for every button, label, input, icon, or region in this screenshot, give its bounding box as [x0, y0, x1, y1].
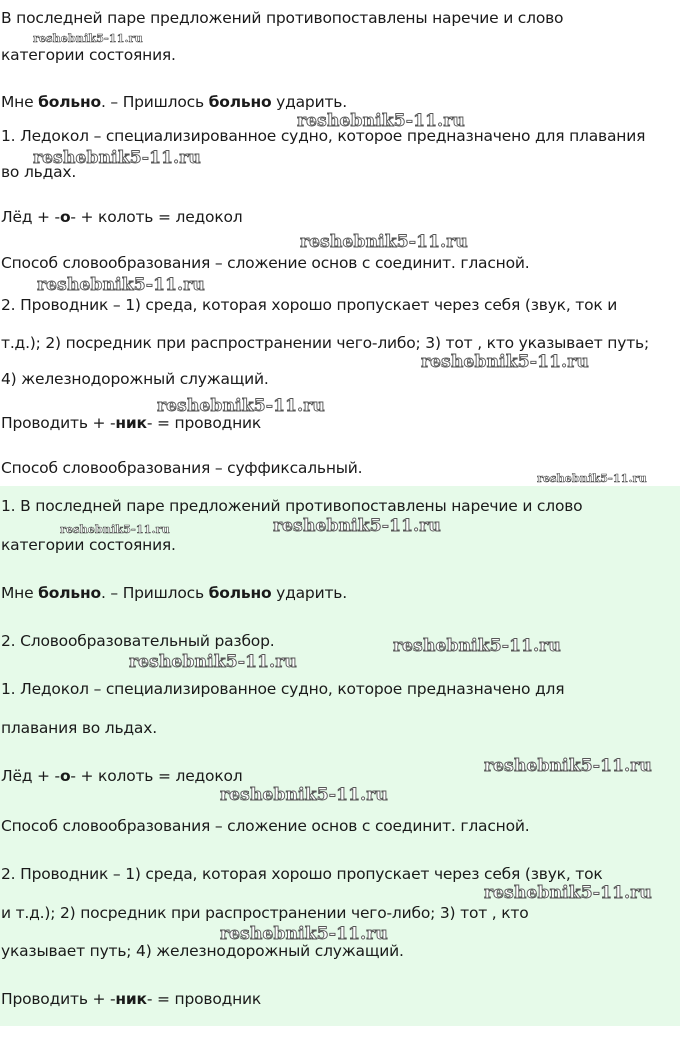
s1-provodnik-line1: 2. Проводник – 1) среда, которая хорошо пропускает через себя (звук, ток и [1, 296, 618, 314]
s2-ledokol-line1: 1. Ледокол – специализированное судно, которое предназначено для [1, 680, 565, 698]
watermark: reshebnik5-11.ru [300, 232, 468, 252]
s2-ledokol-line2: плавания во льдах. [1, 719, 157, 737]
watermark: reshebnik5-11.ru [60, 523, 170, 536]
s1-provodnik-line2: т.д.); 2) посредник при распространении чего-либо; 3) тот , кто указывает путь; [1, 334, 649, 352]
watermark: reshebnik5-11.ru [220, 785, 388, 805]
s1-provodnik-method: Способ словообразования – суффиксальный. [1, 459, 363, 477]
s1-intro-line1: В последней паре предложений противопоставлены наречие и слово [1, 9, 564, 27]
watermark: reshebnik5-11.ru [273, 516, 441, 536]
s1-intro-line2: категории состояния. [1, 46, 176, 64]
watermark: reshebnik5-11.ru [33, 148, 201, 168]
watermark: reshebnik5-11.ru [421, 352, 589, 372]
s2-provodnik-line2: и т.д.); 2) посредник при распространении чего-либо; 3) тот , кто [1, 904, 529, 922]
s1-provodnik-formula: Проводить + -ник- = проводник [1, 414, 262, 432]
s2-intro-line1: 1. В последней паре предложений противопоставлены наречие и слово [1, 497, 583, 515]
watermark: reshebnik5-11.ru [393, 636, 561, 656]
s1-ledokol-formula: Лёд + -о- + колоть = ледокол [1, 208, 243, 226]
s2-ledokol-method: Способ словообразования – сложение основ с соединит. гласной. [1, 817, 530, 835]
s2-heading: 2. Словообразовательный разбор. [1, 632, 275, 650]
watermark: reshebnik5-11.ru [484, 883, 652, 903]
watermark: reshebnik5-11.ru [537, 472, 647, 485]
s2-intro-line2: категории состояния. [1, 536, 176, 554]
s1-ledokol-method: Способ словообразования – сложение основ с соединит. гласной. [1, 254, 530, 272]
s2-example: Мне больно. – Пришлось больно ударить. [1, 584, 347, 602]
watermark: reshebnik5-11.ru [484, 756, 652, 776]
s2-provodnik-formula: Проводить + -ник- = проводник [1, 990, 262, 1008]
watermark: reshebnik5-11.ru [220, 924, 388, 944]
s1-ledokol-line1: 1. Ледокол – специализированное судно, которое предназначено для плавания [1, 127, 646, 145]
watermark: reshebnik5-11.ru [157, 396, 325, 416]
s1-provodnik-line3: 4) железнодорожный служащий. [1, 370, 269, 388]
s2-ledokol-formula: Лёд + -о- + колоть = ледокол [1, 767, 243, 785]
s1-example: Мне больно. – Пришлось больно ударить. [1, 93, 347, 111]
s2-provodnik-line3: указывает путь; 4) железнодорожный служащий. [1, 942, 404, 960]
watermark: reshebnik5-11.ru [33, 32, 143, 45]
s1-ledokol-line2: во льдах. [1, 163, 77, 181]
s2-provodnik-line1: 2. Проводник – 1) среда, которая хорошо пропускает через себя (звук, ток [1, 865, 603, 883]
watermark: reshebnik5-11.ru [37, 275, 205, 295]
watermark: reshebnik5-11.ru [129, 652, 297, 672]
watermark: reshebnik5-11.ru [297, 111, 465, 131]
